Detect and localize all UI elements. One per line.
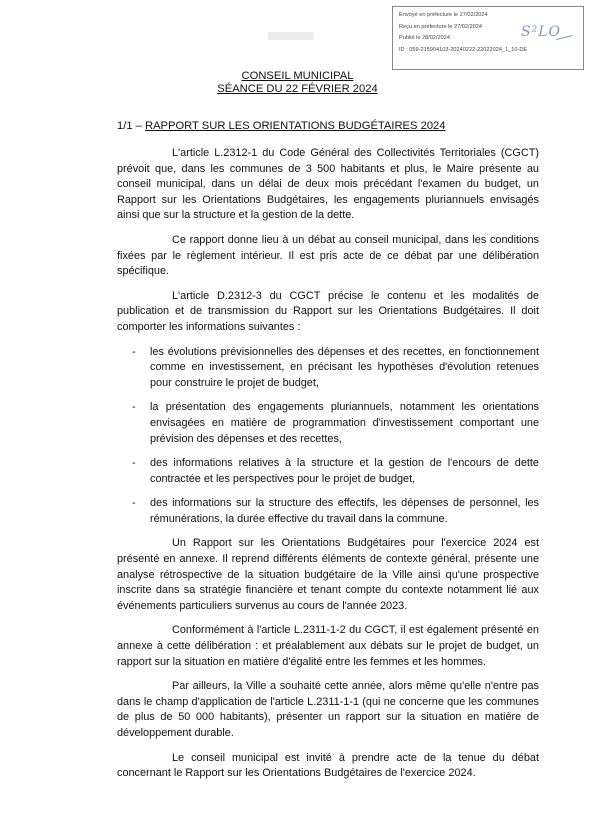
paragraph-report-annex: Un Rapport sur les Orientations Budgétaires pour l'exercice 2024 est présenté en annexe. Il reprend différents éléments de contexte général, présente une analyse rétrospective de la situation budgétaire de la Ville ainsi qu'une prospective inscrite dans sa stratégie financière et tenant compte du contexte notamment lié aux événements particuliers survenus au cours de l'année 2023. <box>117 537 539 612</box>
stamp-received: Reçu en préfecture le 27/02/2024 <box>399 23 483 30</box>
requirements-list <box>117 345 539 528</box>
s2lo-logo: S²LO <box>521 24 561 40</box>
section-title: RAPPORT SUR LES ORIENTATIONS BUDGÉTAIRES 2024 <box>145 120 446 132</box>
header-council: CONSEIL MUNICIPAL <box>241 70 354 82</box>
list-item-text: les évolutions prévisionnelles des dépenses et des recettes, en fonctionnement comme en investissement, en précisant les hypothèses d'évolution retenues pour construire le projet de budget, <box>150 345 539 389</box>
stamp-id: ID : 059-215904103-20240222-22022024_1_10-DE <box>399 46 528 53</box>
paragraph-debate: Ce rapport donne lieu à un débat au conseil municipal, dans les conditions fixées par le règlement intérieur. Il est pris acte de ce débat par une délibération spécifique. <box>117 233 539 278</box>
list-item <box>117 345 539 392</box>
list-item-text: des informations sur la structure des effectifs, les dépenses de personnel, les rémunérations, la durée effective du travail dans la commune. <box>150 497 539 525</box>
list-item <box>117 456 539 487</box>
prefecture-stamp <box>392 6 584 70</box>
header-session: SÉANCE DU 22 FÉVRIER 2024 <box>217 83 378 95</box>
section-heading <box>117 120 445 132</box>
document-body <box>117 146 539 791</box>
list-item-text: des informations relatives à la structure et la gestion de l'encours de dette contractée et les perspectives pour le projet de budget, <box>150 457 539 485</box>
paragraph-sustainability-report: Par ailleurs, la Ville a souhaité cette année, alors même qu'elle n'entre pas dans le champ d'application de l'article L.2311-1-1 (qui ne concerne que les communes de plus de 50 000 habitants), présenter un rapport sur la situation en matière de développement durable. <box>117 680 539 739</box>
document-header <box>0 70 595 96</box>
bullet-dash: - <box>132 457 136 470</box>
paragraph-conclusion: Le conseil municipal est invité à prendre acte de la tenue du débat concernant le Rapport sur les Orientations Budgétaires de l'exercice 2024. <box>117 751 539 780</box>
paragraph-equality-report: Conformément à l'article L.2311-1-2 du CGCT, il est également présenté en annexe à cette délibération : et préalablement aux débats sur le projet de budget, un rapport sur la situation en matière d'égalité entre les femmes et les hommes. <box>117 624 539 668</box>
list-item <box>117 496 539 527</box>
stamp-sent: Envoyé en préfecture le 27/02/2024 <box>399 12 488 18</box>
stamp-published: Publié le 28/02/2024 <box>399 35 451 41</box>
list-item-text: la présentation des engagements pluriannuels, notamment les orientations envisagées en matière de programmation d'investissement comportant une prévision des dépenses et des recettes, <box>150 401 539 445</box>
paragraph-content-requirements: L'article D.2312-3 du CGCT précise le contenu et les modalités de publication et de transmission du Rapport sur les Orientations Budgétaires. Il doit comporter les informations suivantes : <box>117 289 539 333</box>
bullet-dash: - <box>132 497 136 510</box>
bullet-dash: - <box>132 401 136 414</box>
section-number: 1/1 – <box>117 120 145 132</box>
paragraph-legal-basis: L'article L.2312-1 du Code Général des Collectivités Territoriales (CGCT) prévoit que, dans les communes de 3 500 habitants et plus, le Maire présente au conseil municipal, dans un délai de deux mois précédant l'examen du budget, un Rapport sur les Orientations Budgétaires, les engagements pluriannuels envisagés ainsi que sur la structure et la gestion de la dette. <box>117 147 539 222</box>
faded-mark <box>268 32 314 40</box>
bullet-dash: - <box>132 345 136 358</box>
list-item <box>117 400 539 447</box>
